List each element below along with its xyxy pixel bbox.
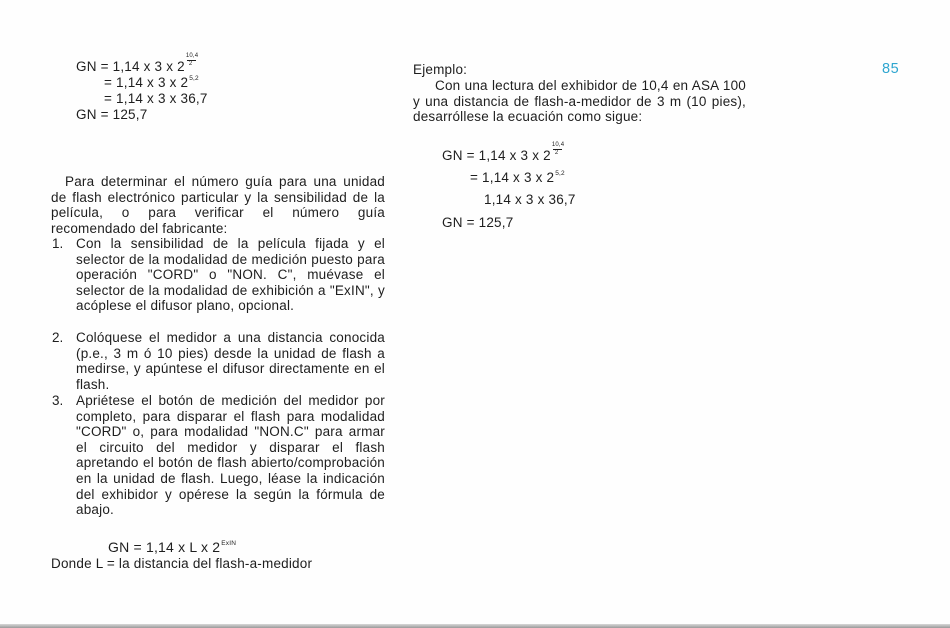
- intro-paragraph: Para determinar el número guía para una unidad de flash electrónico particular y la sensibilidad de la película, o para verificar el número guía recomendado del fabricante:: [51, 174, 385, 236]
- left-formula-line-2: = 1,14 x 3 x 2$^{5,2}$: [104, 75, 199, 90]
- left-formula-line-1: GN = 1,14 x 3 x 2 $\frac{10,4}{2}$: [76, 53, 199, 74]
- page-bottom-edge: [0, 624, 950, 628]
- exponent-fraction: $\frac{10,4}{2}$: [185, 53, 199, 67]
- distance-definition: Donde L = la distancia del flash-a-medidor: [51, 556, 313, 571]
- step-1-text: Con la sensibilidad de la película fijada y el selector de la modalidad de medición puesto para operación "CORD" o "NON. C", muévase el selector de la modalidad de exhibición a "ExIN", y acóplese el difusor plano, opcional.: [76, 236, 385, 314]
- right-formula-line-3: 1,14 x 3 x 36,7: [484, 192, 576, 207]
- exponent-fraction: $\frac{10,4}{2}$: [551, 142, 565, 156]
- step-2-number: 2.: [52, 330, 64, 345]
- page-number: 85: [882, 61, 900, 77]
- left-formula-line-3: = 1,14 x 3 x 36,7: [104, 91, 208, 106]
- step-3-number: 3.: [52, 393, 64, 408]
- left-formula-line-4: GN = 125,7: [76, 107, 148, 122]
- step-1-number: 1.: [52, 236, 64, 251]
- step-2-text: Colóquese el medidor a una distancia conocida (p.e., 3 m ó 10 pies) desde la unidad de flash a medirse, y apúntese el difusor directamente en el flash.: [76, 330, 385, 392]
- right-formula-line-1: GN = 1,14 x 3 x 2 $\frac{10,4}{2}$: [442, 142, 565, 163]
- step-3-text: Apriétese el botón de medición del medidor por completo, para disparar el flash para modalidad "CORD" o, para modalidad "NON.C" para armar el circuito del medidor y disparar el flash apretando el botón de flash abierto/comprobación en la unidad de flash. Luego, léase la indicación del exhibidor y opérese la según la fórmula de abajo.: [76, 393, 385, 518]
- right-formula-line-2: = 1,14 x 3 x 2$^{5,2}$: [470, 170, 565, 185]
- right-formula-line-4: GN = 125,7: [442, 215, 514, 230]
- example-paragraph: Con una lectura del exhibidor de 10,4 en ASA 100 y una distancia de flash-a-medidor de 3 m (10 pies), desarróllese la ecuación como sigue:: [413, 78, 746, 125]
- example-title: Ejemplo:: [413, 62, 468, 77]
- final-formula: GN = 1,14 x L x $2^{ExIN}$: [108, 539, 237, 555]
